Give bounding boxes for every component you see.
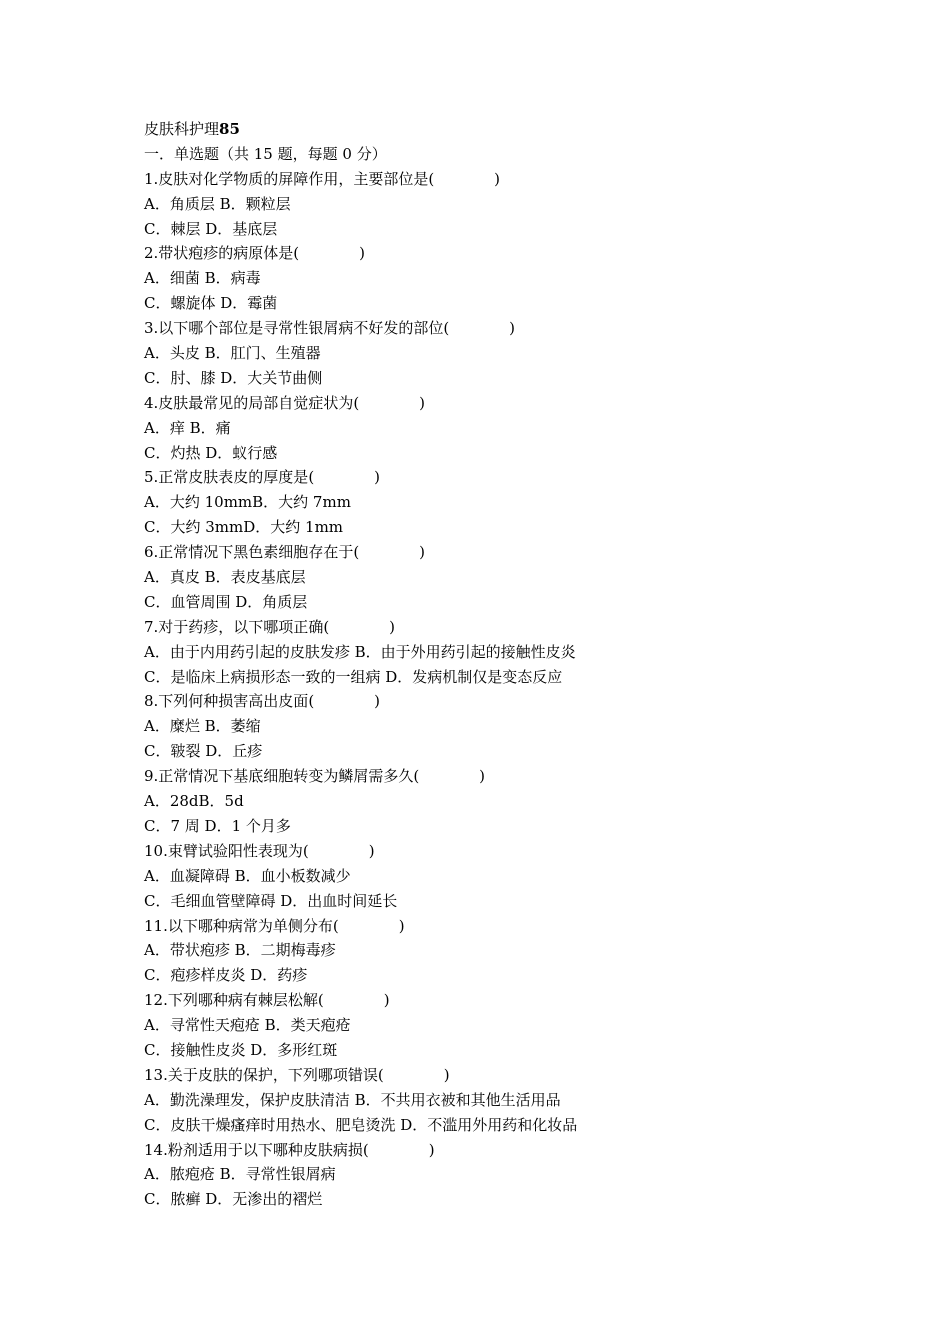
options-row-cd: C．脓癣 D．无渗出的褶烂 <box>144 1190 323 1209</box>
question-block <box>144 540 844 615</box>
question-block <box>144 689 844 764</box>
title-number: 85 <box>219 120 240 138</box>
document-title <box>144 117 844 142</box>
section-header: 一．单选题（共 15 题，每题 0 分） <box>144 144 387 163</box>
question-block <box>144 391 844 466</box>
options-row-ab: A．寻常性天疱疮 B．类天疱疮 <box>144 1016 351 1035</box>
question-block <box>144 1063 844 1138</box>
document-page <box>144 117 844 1212</box>
options-row-ab: A．真皮 B．表皮基底层 <box>144 568 306 587</box>
question-block <box>144 988 844 1063</box>
question-stem: 12.下列哪种病有棘层松解( ) <box>144 991 390 1010</box>
options-row-ab: A．勤洗澡理发，保护皮肤清洁 B．不共用衣被和其他生活用品 <box>144 1090 561 1109</box>
question-stem: 2.带状疱疹的病原体是( ) <box>144 244 366 263</box>
question-block <box>144 465 844 540</box>
options-row-ab: A．细菌 B．病毒 <box>144 269 261 288</box>
question-stem: 4.皮肤最常见的局部自觉症状为( ) <box>144 393 426 412</box>
question-stem: 8.下列何种损害高出皮面( ) <box>144 692 381 711</box>
options-row-ab: A．头皮 B．肛门、生殖器 <box>144 344 321 363</box>
question-block <box>144 1138 844 1213</box>
options-row-ab: A．糜烂 B．萎缩 <box>144 717 261 736</box>
options-row-ab: A．痒 B．痛 <box>144 418 231 437</box>
question-block <box>144 764 844 839</box>
question-list <box>144 167 844 1212</box>
options-row-cd: C．接触性皮炎 D．多形红斑 <box>144 1040 338 1059</box>
options-row-cd: C．疱疹样皮炎 D．药疹 <box>144 966 308 985</box>
options-row-cd: C．是临床上病损形态一致的一组病 D．发病机制仅是变态反应 <box>144 667 563 686</box>
question-stem: 10.束臂试验阳性表现为( ) <box>144 841 375 860</box>
question-stem: 1.皮肤对化学物质的屏障作用，主要部位是( ) <box>144 169 501 188</box>
question-block <box>144 241 844 316</box>
question-stem: 9.正常情况下基底细胞转变为鳞屑需多久( ) <box>144 767 486 786</box>
question-block <box>144 914 844 989</box>
options-row-cd: C．毛细血管壁障碍 D．出血时间延长 <box>144 891 398 910</box>
options-row-cd: C．大约 3mmD．大约 1mm <box>144 518 344 537</box>
options-row-cd: C．肘、膝 D．大关节曲侧 <box>144 368 323 387</box>
question-block <box>144 167 844 242</box>
title-text: 皮肤科护理 <box>144 120 220 138</box>
options-row-ab: A．血凝障碍 B．血小板数减少 <box>144 866 351 885</box>
options-row-ab: A．带状疱疹 B．二期梅毒疹 <box>144 941 336 960</box>
options-row-ab: A．脓疱疮 B．寻常性银屑病 <box>144 1165 336 1184</box>
question-block <box>144 839 844 914</box>
question-stem: 11.以下哪种病常为单侧分布( ) <box>144 916 405 935</box>
question-stem: 7.对于药疹，以下哪项正确( ) <box>144 617 396 636</box>
options-row-cd: C．棘层 D．基底层 <box>144 219 278 238</box>
question-block <box>144 615 844 690</box>
question-stem: 13.关于皮肤的保护，下列哪项错误( ) <box>144 1065 450 1084</box>
question-stem: 3.以下哪个部位是寻常性银屑病不好发的部位( ) <box>144 319 516 338</box>
question-stem: 6.正常情况下黑色素细胞存在于( ) <box>144 543 426 562</box>
options-row-cd: C．血管周围 D．角质层 <box>144 592 308 611</box>
options-row-cd: C．皲裂 D．丘疹 <box>144 742 263 761</box>
options-row-cd: C．灼热 D．蚁行感 <box>144 443 278 462</box>
options-row-ab: A．大约 10mmB．大约 7mm <box>144 493 351 512</box>
question-stem: 5.正常皮肤表皮的厚度是( ) <box>144 468 381 487</box>
options-row-cd: C．螺旋体 D．霉菌 <box>144 294 278 313</box>
question-block <box>144 316 844 391</box>
options-row-ab: A．由于内用药引起的皮肤发疹 B．由于外用药引起的接触性皮炎 <box>144 642 576 661</box>
options-row-cd: C．7 周 D．1 个月多 <box>144 816 291 835</box>
options-row-ab: A．角质层 B．颗粒层 <box>144 194 291 213</box>
question-stem: 14.粉剂适用于以下哪种皮肤病损( ) <box>144 1140 435 1159</box>
options-row-cd: C．皮肤干燥瘙痒时用热水、肥皂烫洗 D．不滥用外用药和化妆品 <box>144 1115 578 1134</box>
options-row-ab: A．28dB．5d <box>144 792 244 811</box>
